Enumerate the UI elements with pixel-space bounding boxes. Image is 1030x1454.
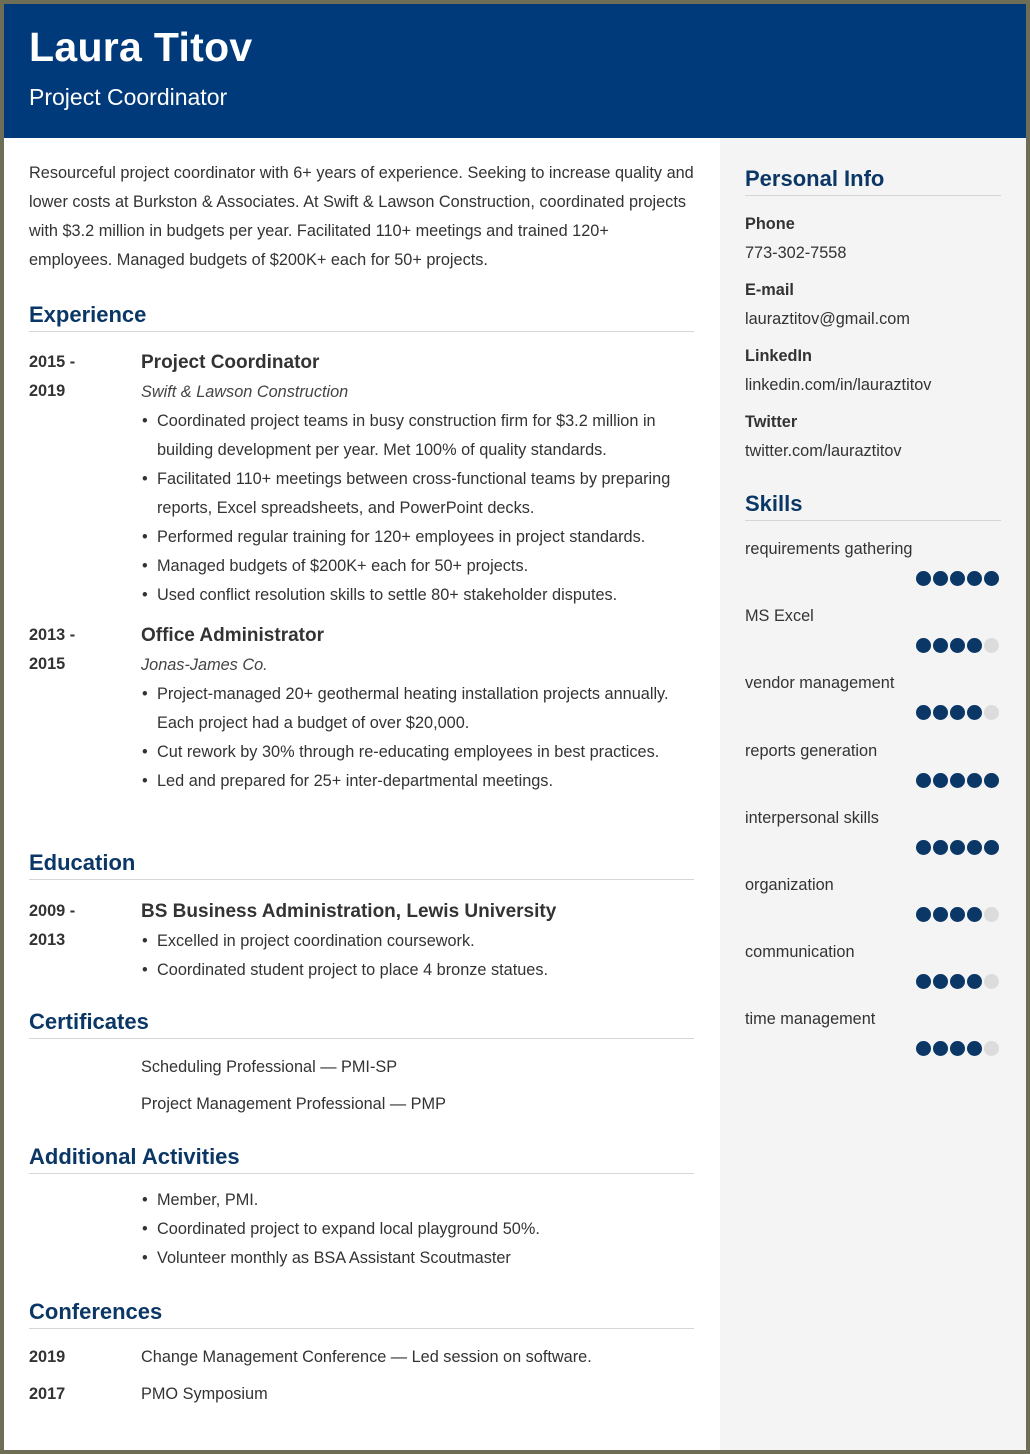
rating-dot-filled [967, 571, 982, 586]
skill-rating [916, 705, 1001, 720]
rating-dot-filled [984, 773, 999, 788]
job-1-date-end: 2019 [29, 382, 66, 400]
rating-dot-filled [916, 638, 931, 653]
rating-dot-filled [950, 840, 965, 855]
rating-dot-filled [916, 773, 931, 788]
job-2 [141, 621, 701, 796]
job-1-dates [29, 348, 129, 406]
rating-dot-filled [916, 705, 931, 720]
list-item: • Performed regular training for 120+ employees in project standards. [141, 523, 701, 552]
certificate-item: Scheduling Professional — PMI-SP [141, 1058, 398, 1076]
education-heading: Education [29, 850, 694, 880]
list-item: • Facilitated 110+ meetings between cross-functional teams by preparing reports, Excel spreadsheets, and PowerPoint decks. [141, 465, 701, 523]
certificate-item: Project Management Professional — PMP [141, 1095, 446, 1113]
skill-name: time management [745, 1010, 876, 1029]
skill-name: communication [745, 943, 855, 962]
skill-name: vendor management [745, 674, 895, 693]
education-date-start: 2009 - [29, 902, 76, 920]
skills-heading: Skills [745, 491, 1001, 521]
conferences-heading: Conferences [29, 1299, 694, 1329]
candidate-title: Project Coordinator [29, 84, 228, 110]
linkedin-label: LinkedIn [745, 347, 812, 365]
conference-item: PMO Symposium [141, 1385, 268, 1403]
activities-heading: Additional Activities [29, 1144, 694, 1174]
skill-rating [916, 773, 1001, 788]
rating-dot-filled [967, 974, 982, 989]
list-item: • Used conflict resolution skills to settle 80+ stakeholder disputes. [141, 581, 701, 610]
job-2-dates [29, 621, 129, 679]
skill-rating [916, 1041, 1001, 1056]
sidebar [720, 138, 1026, 1450]
conference-year: 2019 [29, 1348, 66, 1366]
skill-name: organization [745, 876, 834, 894]
list-item: • Volunteer monthly as BSA Assistant Scoutmaster [141, 1244, 701, 1273]
rating-dot-filled [967, 1041, 982, 1056]
skill-name: MS Excel [745, 607, 814, 626]
skill-rating [916, 907, 1001, 922]
list-item: • Project-managed 20+ geothermal heating installation projects annually. Each project had a budget of over $20,000. [141, 680, 701, 738]
rating-dot-filled [950, 1041, 965, 1056]
rating-dot-filled [984, 840, 999, 855]
job-1-company: Swift & Lawson Construction [141, 383, 349, 401]
rating-dot-filled [916, 571, 931, 586]
education-date-end: 2013 [29, 931, 66, 949]
rating-dot-filled [984, 571, 999, 586]
list-item: • Excelled in project coordination coursework. [141, 927, 701, 956]
list-item: • Coordinated student project to place 4 bronze statues. [141, 956, 701, 985]
linkedin-value[interactable]: linkedin.com/in/lauraztitov [745, 376, 932, 394]
candidate-name: Laura Titov [29, 24, 253, 70]
rating-dot-filled [950, 907, 965, 922]
list-item: • Led and prepared for 25+ inter-departmental meetings. [141, 767, 701, 796]
summary: Resourceful project coordinator with 6+ years of experience. Seeking to increase quality and lower costs at Burkston & Associates. At Swift & Lawson Construction, coordinated projects with $3.2 million in budgets per year. Facilitated 110+ meetings and trained 120+ employees. Managed budgets of $200K+ each for 50+ projects. [29, 164, 694, 269]
job-2-date-end: 2015 [29, 655, 66, 673]
rating-dot-filled [967, 840, 982, 855]
rating-dot-filled [950, 773, 965, 788]
rating-dot-filled [967, 907, 982, 922]
job-2-role: Office Administrator [141, 625, 324, 646]
rating-dot-filled [933, 638, 948, 653]
experience-heading: Experience [29, 302, 694, 332]
list-item: • Member, PMI. [141, 1186, 701, 1215]
job-2-date-start: 2013 - [29, 626, 76, 644]
job-1-date-start: 2015 - [29, 353, 76, 371]
list-item: • Coordinated project to expand local playground 50%. [141, 1215, 701, 1244]
phone-label: Phone [745, 215, 795, 233]
job-1-role: Project Coordinator [141, 352, 320, 373]
rating-dot-filled [933, 571, 948, 586]
rating-dot-filled [916, 974, 931, 989]
job-2-bullets [141, 680, 701, 796]
rating-dot-filled [933, 773, 948, 788]
resume-page [4, 4, 1026, 1450]
conference-year: 2017 [29, 1385, 66, 1403]
activities-bullets [141, 1186, 701, 1273]
rating-dot-empty [984, 1041, 999, 1056]
rating-dot-filled [916, 840, 931, 855]
rating-dot-empty [984, 907, 999, 922]
email-label: E-mail [745, 281, 794, 299]
job-1 [141, 348, 701, 610]
education-entry [141, 897, 701, 985]
list-item: • Cut rework by 30% through re-educating employees in best practices. [141, 738, 701, 767]
skill-name: requirements gathering [745, 540, 913, 558]
rating-dot-filled [967, 638, 982, 653]
skill-rating [916, 974, 1001, 989]
rating-dot-filled [916, 907, 931, 922]
rating-dot-filled [933, 907, 948, 922]
rating-dot-filled [933, 705, 948, 720]
certificates-heading: Certificates [29, 1009, 694, 1039]
job-1-bullets [141, 407, 701, 610]
skill-name: interpersonal skills [745, 808, 879, 827]
rating-dot-filled [950, 974, 965, 989]
education-bullets [141, 927, 701, 985]
conference-item: Change Management Conference — Led session on software. [141, 1348, 592, 1366]
rating-dot-empty [984, 705, 999, 720]
list-item: • Managed budgets of $200K+ each for 50+ projects. [141, 552, 701, 581]
personal-info-heading: Personal Info [745, 166, 1001, 196]
twitter-label: Twitter [745, 413, 798, 431]
skill-rating [916, 571, 1001, 586]
job-2-company: Jonas-James Co. [141, 656, 268, 674]
degree: BS Business Administration, Lewis University [141, 901, 557, 922]
rating-dot-filled [950, 571, 965, 586]
email-value[interactable]: lauraztitov@gmail.com [745, 310, 910, 328]
list-item: • Coordinated project teams in busy construction firm for $3.2 million in building development per year. Met 100% of quality standards. [141, 407, 701, 465]
skill-name: reports generation [745, 741, 878, 760]
resume-header [4, 4, 1026, 138]
education-dates [29, 897, 129, 955]
rating-dot-empty [984, 974, 999, 989]
rating-dot-filled [933, 840, 948, 855]
rating-dot-filled [950, 638, 965, 653]
phone-value: 773-302-7558 [745, 244, 847, 262]
rating-dot-filled [950, 705, 965, 720]
rating-dot-filled [967, 705, 982, 720]
rating-dot-filled [933, 1041, 948, 1056]
twitter-value[interactable]: twitter.com/lauraztitov [745, 442, 902, 460]
rating-dot-filled [967, 773, 982, 788]
rating-dot-empty [984, 638, 999, 653]
skill-rating [916, 840, 1001, 855]
rating-dot-filled [933, 974, 948, 989]
skill-rating [916, 638, 1001, 653]
rating-dot-filled [916, 1041, 931, 1056]
activities-entry [141, 1186, 701, 1273]
